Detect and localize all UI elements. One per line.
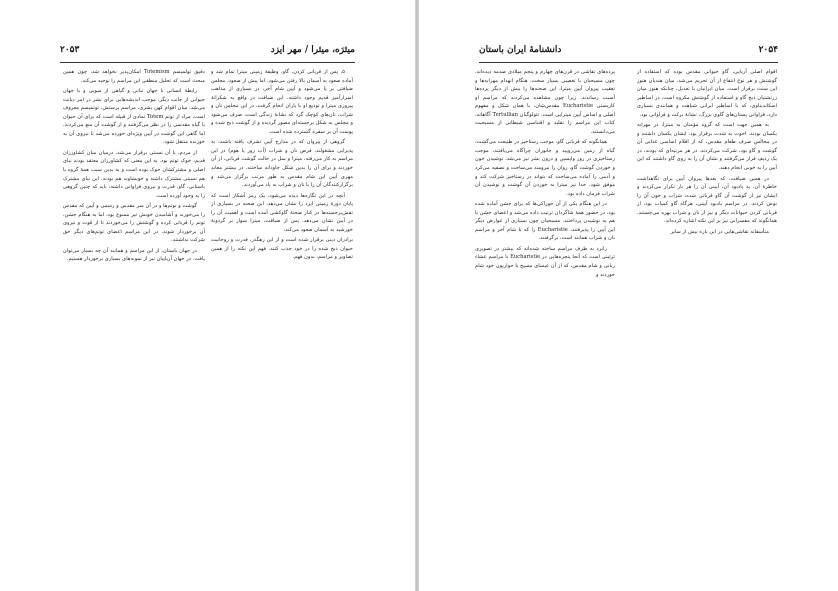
right-page-number: ۲۰۵۴ (758, 45, 778, 55)
left-page-column-right (211, 68, 353, 563)
right-page (418, 0, 838, 591)
paragraph: آنچه در این نگاره‌ها دیده می‌شود، یک رمز آشکار است که پایان دورهٔ زمینی ایزد را نشان می‌دهد. این صحنه در بسیاری از نقش‌برجسته‌ها در کنار صحنهٔ گاوکشی آمده است و اهمیت آن را در آیین نشان می‌دهد. پس از ضیافت، میترا سوار بر گردونهٔ خورشید به آسمان صعود می‌کند. (211, 192, 353, 233)
paragraph: گروهی از پیروان که در مدارج آیین تشرف یافته باشند، به پذیرایی مشغولند. قرص نان و شراب (آب زور یا هوم) در این مراسم به کار می‌رفته، میترا و سل در حالت گوشت قربانی، از آن خوردند و برای آن را بدین شکل جاودانه ساختند. در بیشتر معابد مهری آیین این شام مقدس به طور مرتب برگزار می‌شد و برگزارکنندگان آن را با نان و شراب به یاد می‌آوردند. (211, 139, 353, 189)
paragraph: پرده‌های نقاشی در قرن‌های چهارم و پنجم میلادی صدمه دیده‌اند. چون مسیحیان با تعصبی بسیار سخت، هنگام انهدام مهرابه‌ها و تعقیب پیروان آیین میترا، این صحنه‌ها را بیش از دیگر پرده‌ها آسیب رساندند. زیرا چون مشاهده می‌کردند که مراسم او کاریستی Eucharistie مقدس‌شان، با همان شکل و مفهوم اصلی و اساس آیین میترایی است. تئولوگیان Tertullian آگاهانه، کتاب این مراسم را تقلید و اقتباسی شیطانی از مسیحیت می‌دانستند. (475, 69, 615, 135)
paragraph: به همین جهت است که گروه مؤمنان به میترا، در مهرابه یکسان بودند. اخوت به شدت برقرار بود. ایشان یکسان داشتند و در مجالس صرف طعام مقدس، که از اقلام اساسی غذایی آن گوشت و گاو بود، شرکت می‌کردند. در هر مرتبه‌ای که بودند، در یک ردیف قرار می‌گرفتند و نشان آن را به روی گاو داشتند که این آیین را به خوبی انجام دهند. (637, 122, 777, 172)
left-page-header (60, 42, 355, 58)
paragraph: اقوام اصلی آریایی، گاو حیوانی مقدس بوده که استفاده از گوشتش و هر نوع انتفاع از آن تحریم می‌شد. میان هندیان هنوز این سنت برقرار است. میان ایرانیان با تعدیل، چنانکه هنوز میان زرتشتیان ذبح گاو و استفاده از گوشتش مکروه است. در اساطیر اسکاندیناوی، که با اساطیر ایرانی شباهت و همانندی بسیاری دارد، فراوانی پستان‌های گاوی بزرگ، نشانهٔ برکت و فراوانی بود. (637, 69, 777, 118)
right-page-column-left (475, 68, 615, 563)
paragraph: متأسفانه نقاشی‌هایی در این باره بیش از سایر (670, 228, 769, 235)
paragraph: دقیق تولمیسم Totemism امکان‌پذیر نخواهد شد، چون همین مبحث است که تحلیل منطقی این مراسم را توجیه می‌کند. (63, 69, 205, 84)
paragraph: از مردم، با آن نسبتی برقرار می‌شد. درمیان میان کشاورزان قدیم، خوک توتم بود. به این معنی که کشاورزان معتقد بودند نیای اصلی و مشترکشان خوک بوده است و به بدین سبب همهٔ گروه با هم نسبتی مشترک داشته و خویشاوند هم بودند. این نیای مشترک باستانی، گاو، قدرت و نیروی فراوانی داشته، باید که چنین گروهی را به وجود آورده است. (63, 149, 205, 199)
left-page (0, 0, 416, 591)
paragraph: ۵. پس از قربانی کردن، گاو، وظیفهٔ زمینی میترا تمام شد و آماده صعود به آسمان بالا رفتن می‌شود. اما پیش از صعود، مجلس ضیافتی بر پا می‌شود و آیین شام آخر، در بسیاری از مذاهب اسرارآمیز قدیم وجود داشته. این ضیافت در واقع به شکرانهٔ پیروزی میترا و تودیع او با یاران انجام گرفت. در این مجلس نان و شراب، نان‌های کوچک گرد که نشانهٔ زندگی است، صرف می‌شود و مجلس به شکل برجسته‌ای مصور گردیده و از گوشت ذبح شده و پوست آن بر سفره گسترده شده است. (211, 69, 353, 135)
paragraph: رابرد به طرف مراسم ساخته شده‌اند که بیشتر در تصویری تزئینی است که آنجا پنجره‌هایی در Eucharistie با مراسم عشا‌ء ربانی و شام مقدس، که از آن عیسای مسیح با حواریون خود شام خوردند و (475, 245, 615, 278)
right-page-header (479, 42, 778, 58)
paragraph: گوشت و توتم‌ها و در آن سر مقدس و رسمی و آیین که مقدس را می‌خورند و آشامیدن خونش نیز ممنوع بود، اما به هنگام جشن، توتم را قربانی کرده و گوشتش را می‌خوردند تا از قوت و نیروی آن برخوردار شوند. در این مراسم اعضای توتم‌های دیگر حق شرکت نداشتند. (63, 203, 205, 244)
paragraph: رابطهٔ انسانی با جهان نباتی و گیاهی از سویی و با جهان حیوانی از جانب دیگر، موجب اندیشه‌هایی برای بشر در امر دیانت می‌شد. میان اقوام کهن بشری، مراسم پرستش، توتمیسم معروف است. مراد از توتم Totem نمادی از قبیله است که برای آن حیوان یا گیاه مقدسی را در نظر می‌گرفتند و از گوشت آن منع می‌کردند. اما گاهی این گوشت در آیین ویژه‌ای خورده می‌شد تا نیروی آن به خورنده منتقل شود. (63, 88, 205, 146)
right-header-rule (479, 62, 778, 63)
paragraph: همانگونه که قربانی گاو، موجب رستاخیز در طبیعت می‌گشت، گیاه از زمین می‌رویید و جانوران چراگاه می‌یافتند، موجب رستاخیزی در روز واپسین و درون بشر نیز می‌شد. نوشیدن خون و خوردن گوشت گاو، روان را نیرومند می‌ساخت و تصفیه می‌کرد و آدمی را آماده می‌ساخت که بتواند در رستاخیز شرکت کند و موفق شود. خدا نیز میترا به خوردن آن گوشت و نوشیدن آن شراب فرمان داده بود. (475, 139, 615, 197)
right-running-title: دانشنامهٔ ایران باستان (479, 45, 562, 55)
left-page-column-left (63, 68, 205, 563)
paragraph: در این هنگام یکی از آن خوراکی‌ها که برای جشن آماده شده بود، در حضور همهٔ شاگردان ترتیب داده می‌شد و اعضای جشن با هم به نوشیدن پرداختند. مسیحیان چون بسیاری از عوارض دیگر این آیین را پذیرفتند، Eucharistie را که با شام آخر و مراسم نان و شراب همانند است، برگرفتند. (475, 201, 615, 242)
left-page-number: ۲۰۵۳ (60, 45, 80, 55)
paragraph: در جهان باستان، از این مراسم و همانند آن چه بسیار می‌توان یافت. در جهان آریاییان نیز از نمونه‌های بسیاری برخوردار هستیم. (63, 247, 205, 263)
left-running-title: میثرَه، میثرا / مهر ایزد (270, 45, 355, 55)
paragraph: برادران دینی برقرار شده است و از این رهگذر، قدرت و روحانیت حیوان ذبح شده را در خود جذب کنند. فهم این نکته را از همین تصاویر و مراسم، بدون فهم. (211, 237, 353, 261)
left-header-rule (60, 62, 355, 63)
right-page-column-right (637, 68, 777, 563)
paragraph: در همین ضیافت، که بعدها پیروان آیین برای نگاهداشت خاطرهٔ آن، به یادبود آن، آیینی آن را هر بار تکرار می‌کردند و ایشان نیز از گوشت آن گاو قربانی شده، شراب و خون آن را نوش کردند. در مراسم یادبود آیینی، هرگاه گاو کمیاب بود، از قربانی کردن حیوانات دیگر و نیز از نان و شراب بهره می‌جستند. همانگونه که مفسرانی نیز بر این نکته اشاره کرده‌اند. (637, 175, 777, 225)
